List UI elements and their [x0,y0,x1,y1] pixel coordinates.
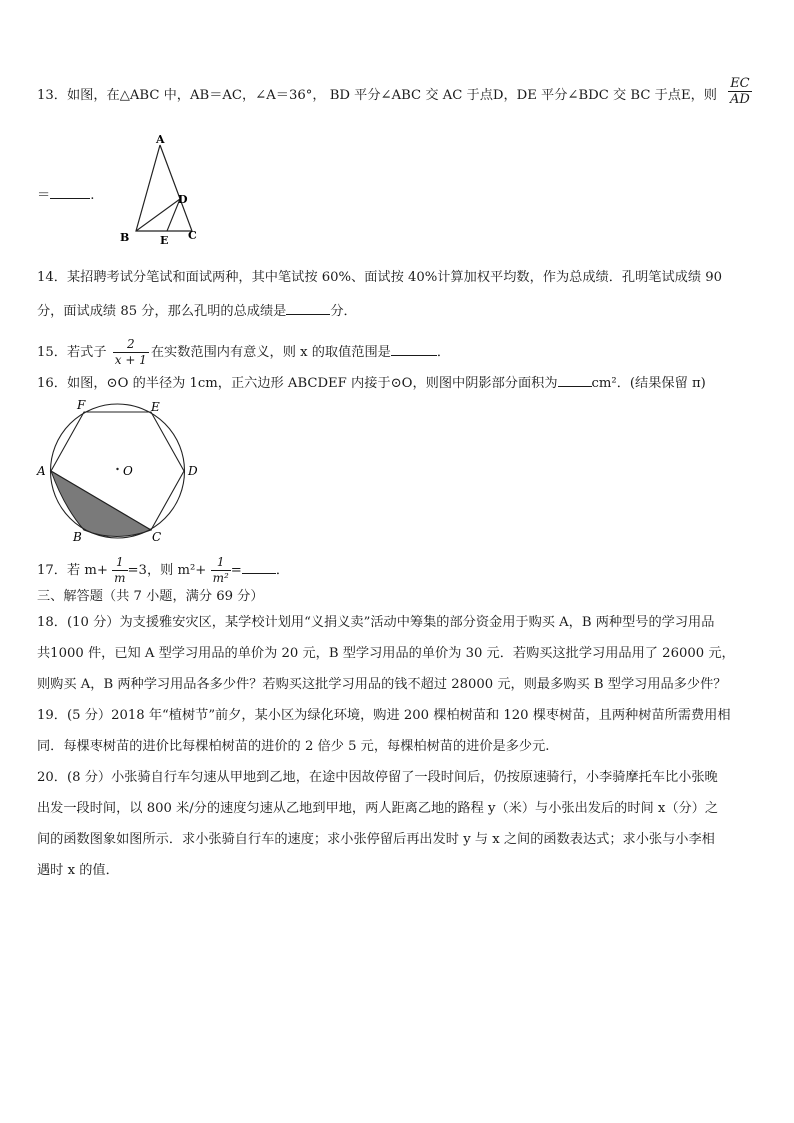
equals-sign: = [230,563,242,578]
question-17-fraction-2 [211,555,231,586]
answer-blank [50,184,90,199]
question-14-line-2 [37,300,357,322]
triangle-figure [110,135,210,250]
question-13-text [37,86,717,106]
fraction-numerator: 1 [112,555,127,571]
label-b: B [73,530,82,544]
answer-blank [242,559,276,574]
label-e: E [160,234,169,247]
question-15-line [37,337,450,368]
equals-sign: ＝ [37,188,51,203]
fraction-denominator: m² [212,571,229,585]
question-20-line-1: 20．(8 分）小张骑自行车匀速从甲地到乙地，在途中因故停留了一段时间后，仍按原速骑行，小李骑摩托车比小张晚 [37,770,718,785]
question-13-stem: 13．如图，在△ABC 中，AB＝AC，∠A＝36°， BD 平分∠ABC 交 AC 于点D，DE 平分∠BDC 交 BC 于点E，则 [37,88,717,103]
question-20-line-4: 遇时 x 的值． [37,863,119,878]
hexagon-figure [34,395,214,545]
question-15-text: 15．若式子 [37,345,107,360]
center-point [116,468,118,470]
period: . [90,188,95,203]
label-c: C [152,530,162,544]
fraction-denominator: x + 1 [114,353,147,367]
question-17-end: ． [275,563,290,578]
question-19-line-2: 同．每棵枣树苗的进价比每棵柏树苗的进价的 2 倍少 5 元，每棵柏树苗的进价是多少元. [37,739,550,754]
label-b: B [120,231,130,244]
question-20-line-3: 间的函数图象如图所示．求小张骑自行车的速度；求小张停留后再出发时 y 与 x 之间的函数表达式；求小张与小李相 [37,832,715,847]
question-18-line-3: 则购买 A，B 两种学习用品各多少件？若购买这批学习用品的钱不超过 28000 元，则最多购买 B 型学习用品多少件？ [37,677,727,692]
question-14-line-1: 14．某招聘考试分笔试和面试两种，其中笔试按 60%、面试按 40%计算加权平均数，作为总成绩．孔明笔试成绩 90 [37,270,723,285]
answer-blank [286,300,330,315]
question-16-unit: cm²．(结果保留 π) [591,376,706,391]
fraction-denominator: AD [730,92,750,107]
label-c: C [188,229,197,242]
fraction-numerator: 2 [113,337,149,353]
shaded-region [51,471,151,537]
triangle-abc [136,145,192,231]
question-17-line [37,555,289,586]
fraction-numerator: 1 [211,555,231,571]
question-19-line-1: 19．(5 分）2018 年“植树节”前夕，某小区为绿化环境，购进 200 棵柏树苗和 120 棵枣树苗，且两种树苗所需费用相 [37,708,731,723]
question-14-text: 分，面试成绩 85 分，那么孔明的总成绩是 [37,304,287,319]
label-f: F [77,398,86,412]
question-20-line-2: 出发一段时间，以 800 米/分的速度匀速从乙地到甲地，两人距离乙地的路程 y（米）与小张出发后的时间 x（分）之 [37,801,719,816]
question-18-line-2: 共1000 件，已知 A 型学习用品的单价为 20 元，B 型学习用品的单价为 30 元．若购买这批学习用品用了 26000 元， [37,646,735,661]
label-d: D [188,464,198,478]
label-a: A [37,464,46,478]
question-13-fraction [728,76,752,107]
question-18-line-1: 18．(10 分）为支援雅安灾区，某学校计划用“义捐义卖”活动中筹集的部分资金用于购买 A，B 两种型号的学习用品 [37,615,715,630]
question-17-text: 17．若 m+ [37,563,108,578]
label-o: O [123,464,133,478]
question-16-text: 16．如图，⊙O 的半径为 1cm，正六边形 ABCDEF 内接于⊙O，则图中阴影部分面积为 [37,376,558,391]
fraction-numerator: EC [728,76,752,92]
section-3-heading: 三、解答题（共 7 小题，满分 69 分） [37,589,264,604]
fraction-denominator: m [114,571,126,585]
question-17-text-2: =3，则 m²+ [127,563,207,578]
question-16-line [37,372,706,394]
label-d: D [178,193,188,206]
question-15-end: ． [436,345,451,360]
question-14-end: 分． [330,304,357,319]
question-17-fraction-1 [112,555,127,586]
question-15-fraction [113,337,149,368]
question-15-text-2: 在实数范围内有意义，则 x 的取值范围是 [150,345,391,360]
label-a: A [156,135,165,146]
answer-blank [558,372,592,387]
answer-blank [391,341,437,356]
label-e: E [151,400,160,414]
question-13-answer-line [37,184,94,206]
